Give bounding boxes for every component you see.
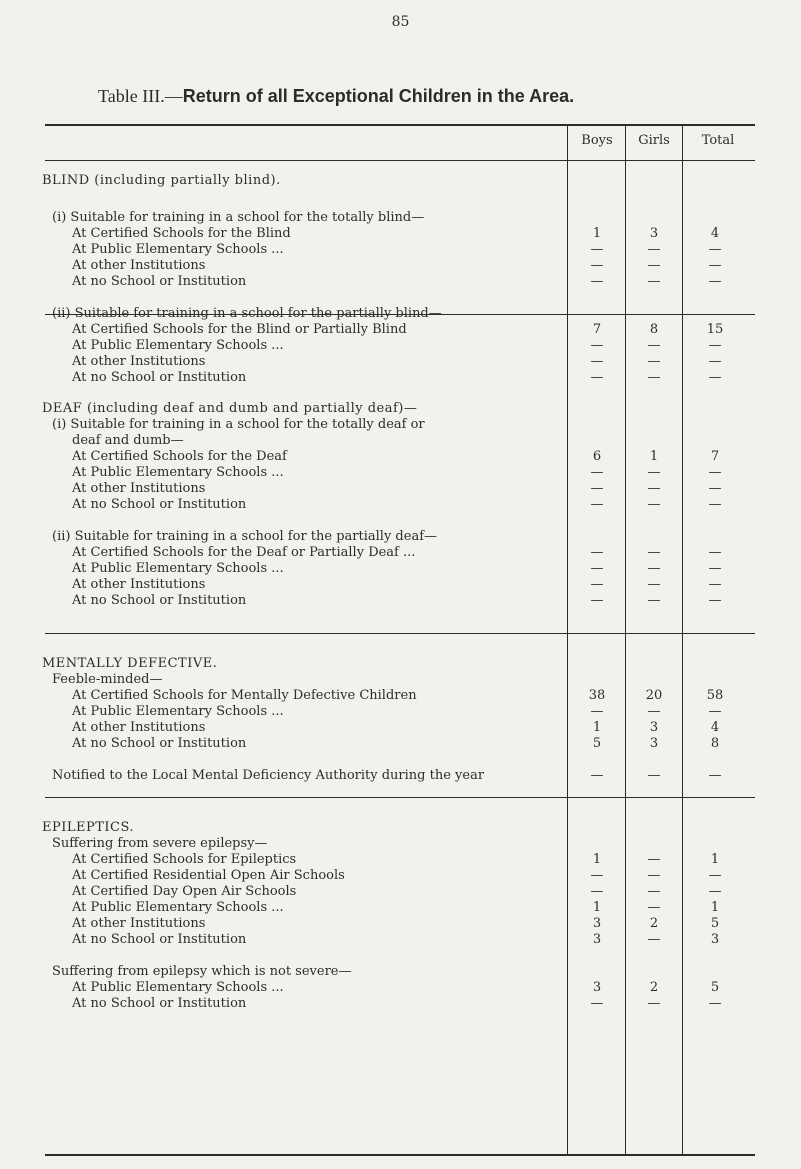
row-label: At no School or Institution	[72, 996, 250, 1012]
cell-total: 4	[710, 720, 720, 735]
row-label: At no School or Institution	[72, 274, 250, 290]
row-label: Notified to the Local Mental Deficiency Authority during the year	[52, 768, 488, 784]
table-row	[0, 529, 801, 545]
cell-girls: —	[647, 577, 661, 592]
table-row	[0, 370, 801, 386]
cell-boys: —	[590, 465, 604, 480]
cell-girls: 3	[649, 720, 659, 735]
cell-total: —	[708, 996, 722, 1011]
row-label: At Public Elementary Schools ...	[72, 900, 288, 916]
section-heading-row	[0, 401, 801, 417]
cell-boys: 1	[592, 720, 602, 735]
section-rule-deaf	[45, 633, 755, 634]
cell-girls: 2	[649, 980, 659, 995]
row-label: Feeble-minded—	[52, 672, 163, 687]
cell-boys: —	[590, 370, 604, 385]
cell-total: —	[708, 561, 722, 576]
table-row	[0, 768, 801, 784]
row-label: At Certified Schools for the Blind or Partially Blind	[72, 322, 411, 338]
cell-boys: —	[590, 884, 604, 899]
cell-boys: 3	[592, 980, 602, 995]
table-row	[0, 210, 801, 226]
cell-girls: —	[647, 242, 661, 257]
cell-total: 7	[710, 449, 720, 464]
cell-total: —	[708, 768, 722, 783]
cell-boys: —	[590, 593, 604, 608]
table-row	[0, 465, 801, 481]
cell-total: 8	[710, 736, 720, 751]
table-row	[0, 433, 801, 449]
cell-total: —	[708, 481, 722, 496]
row-label: At Public Elementary Schools ...	[72, 465, 288, 481]
cell-girls: 8	[649, 322, 659, 337]
cell-girls: —	[647, 868, 661, 883]
table-row	[0, 964, 801, 980]
cell-girls: —	[647, 884, 661, 899]
row-label: At Public Elementary Schools ...	[72, 242, 288, 258]
cell-boys: 1	[592, 226, 602, 241]
cell-girls: 3	[649, 736, 659, 751]
row-label: At Certified Schools for Mentally Defective Children	[72, 688, 421, 704]
row-label: MENTALLY DEFECTIVE.	[42, 656, 218, 671]
cell-total: —	[708, 242, 722, 257]
row-label: At other Institutions	[72, 916, 209, 932]
column-header-girls: Girls	[638, 133, 670, 148]
cell-girls: —	[647, 593, 661, 608]
table-row	[0, 916, 801, 932]
cell-total: —	[708, 338, 722, 353]
row-label: At Public Elementary Schools ...	[72, 561, 288, 577]
row-label: (i) Suitable for training in a school for the totally deaf or	[52, 417, 425, 432]
cell-boys: —	[590, 354, 604, 369]
cell-total: —	[708, 354, 722, 369]
row-label: EPILEPTICS.	[42, 820, 135, 835]
section-heading-row	[0, 173, 801, 189]
cell-girls: 20	[645, 688, 663, 703]
row-label: At Certified Schools for the Deaf	[72, 449, 291, 465]
cell-total: —	[708, 465, 722, 480]
table-row	[0, 688, 801, 704]
cell-boys: —	[590, 996, 604, 1011]
row-label: deaf and dumb—	[72, 433, 184, 448]
cell-total: 3	[710, 932, 720, 947]
cell-girls: —	[647, 545, 661, 560]
row-label: (ii) Suitable for training in a school for the partially deaf—	[52, 529, 438, 544]
row-label: At other Institutions	[72, 258, 209, 274]
cell-boys: —	[590, 561, 604, 576]
cell-boys: —	[590, 497, 604, 512]
cell-boys: —	[590, 481, 604, 496]
cell-total: —	[708, 577, 722, 592]
table-row	[0, 561, 801, 577]
cell-total: —	[708, 497, 722, 512]
row-label: At Certified Day Open Air Schools	[72, 884, 300, 900]
row-label: DEAF (including deaf and dumb and partially deaf)—	[42, 401, 418, 416]
table-row	[0, 354, 801, 370]
column-header-total: Total	[701, 133, 735, 148]
table-row	[0, 258, 801, 274]
row-label: At Certified Schools for the Blind	[72, 226, 295, 242]
table-row	[0, 836, 801, 852]
cell-boys: 3	[592, 916, 602, 931]
cell-boys: —	[590, 704, 604, 719]
table-row	[0, 996, 801, 1012]
cell-girls: —	[647, 338, 661, 353]
row-label: (i) Suitable for training in a school for the totally blind—	[52, 210, 425, 225]
table-row	[0, 720, 801, 736]
cell-girls: —	[647, 370, 661, 385]
cell-total: —	[708, 274, 722, 289]
table-row	[0, 481, 801, 497]
section-heading-row	[0, 656, 801, 672]
cell-total: —	[708, 370, 722, 385]
row-label: At other Institutions	[72, 720, 209, 736]
table-row	[0, 497, 801, 513]
row-label: At no School or Institution	[72, 497, 250, 513]
row-label: At Certified Schools for Epileptics	[72, 852, 300, 868]
table-row	[0, 884, 801, 900]
row-label: Suffering from epilepsy which is not severe—	[52, 964, 352, 979]
cell-boys: 1	[592, 900, 602, 915]
table-row	[0, 704, 801, 720]
table-row	[0, 577, 801, 593]
cell-boys: —	[590, 545, 604, 560]
table-row	[0, 980, 801, 996]
cell-boys: 6	[592, 449, 602, 464]
row-label: At no School or Institution	[72, 736, 250, 752]
table-row	[0, 226, 801, 242]
table-row	[0, 306, 801, 322]
cell-girls: 1	[649, 449, 659, 464]
section-heading-row	[0, 820, 801, 836]
table-row	[0, 417, 801, 433]
page-number: 85	[391, 14, 410, 30]
table-row	[0, 932, 801, 948]
cell-boys: 38	[588, 688, 606, 703]
cell-girls: —	[647, 996, 661, 1011]
cell-girls: —	[647, 354, 661, 369]
cell-total: 15	[706, 322, 724, 337]
table-title-main: Return of all Exceptional Children in the Area.	[182, 86, 575, 106]
cell-total: 5	[710, 916, 720, 931]
cell-boys: —	[590, 274, 604, 289]
cell-total: —	[708, 704, 722, 719]
table-row	[0, 242, 801, 258]
cell-total: 1	[710, 900, 720, 915]
header-rule	[45, 160, 755, 161]
cell-boys: —	[590, 768, 604, 783]
cell-girls: —	[647, 852, 661, 867]
cell-boys: —	[590, 258, 604, 273]
cell-girls: —	[647, 704, 661, 719]
cell-total: —	[708, 258, 722, 273]
table-row	[0, 672, 801, 688]
table-row	[0, 322, 801, 338]
cell-total: —	[708, 593, 722, 608]
cell-total: 1	[710, 852, 720, 867]
cell-girls: —	[647, 274, 661, 289]
table-row	[0, 900, 801, 916]
row-label: At Certified Schools for the Deaf or Partially Deaf ...	[72, 545, 419, 561]
row-label: At Public Elementary Schools ...	[72, 338, 288, 354]
table-row	[0, 274, 801, 290]
column-header-boys: Boys	[581, 133, 613, 148]
table-title-lead: Table III.—	[98, 86, 183, 106]
table-top-rule	[45, 124, 755, 126]
cell-total: —	[708, 884, 722, 899]
cell-total: —	[708, 868, 722, 883]
cell-boys: —	[590, 577, 604, 592]
cell-boys: —	[590, 242, 604, 257]
row-label: At no School or Institution	[72, 370, 250, 386]
row-label: At other Institutions	[72, 577, 209, 593]
row-label: BLIND (including partially blind).	[42, 173, 281, 188]
table-title	[98, 86, 574, 107]
table-bottom-rule	[45, 1154, 755, 1156]
table-row	[0, 545, 801, 561]
cell-girls: 3	[649, 226, 659, 241]
cell-total: 5	[710, 980, 720, 995]
row-label: At other Institutions	[72, 354, 209, 370]
row-label: (ii) Suitable for training in a school for the partially blind—	[52, 306, 442, 321]
row-label: At Public Elementary Schools ...	[72, 980, 288, 996]
cell-girls: —	[647, 900, 661, 915]
cell-total: 58	[706, 688, 724, 703]
cell-girls: —	[647, 497, 661, 512]
cell-boys: 5	[592, 736, 602, 751]
cell-girls: —	[647, 481, 661, 496]
cell-girls: —	[647, 258, 661, 273]
cell-boys: —	[590, 868, 604, 883]
row-label: At no School or Institution	[72, 932, 250, 948]
cell-boys: 1	[592, 852, 602, 867]
row-label: At no School or Institution	[72, 593, 250, 609]
row-label: At Certified Residential Open Air Schools	[72, 868, 349, 884]
table-row	[0, 736, 801, 752]
cell-girls: —	[647, 561, 661, 576]
section-rule-mental	[45, 797, 755, 798]
cell-boys: 3	[592, 932, 602, 947]
cell-girls: 2	[649, 916, 659, 931]
row-label: Suffering from severe epilepsy—	[52, 836, 268, 851]
cell-girls: —	[647, 465, 661, 480]
cell-girls: —	[647, 932, 661, 947]
row-label: At Public Elementary Schools ...	[72, 704, 288, 720]
cell-girls: —	[647, 768, 661, 783]
cell-total: —	[708, 545, 722, 560]
table-row	[0, 852, 801, 868]
row-label: At other Institutions	[72, 481, 209, 497]
cell-total: 4	[710, 226, 720, 241]
cell-boys: —	[590, 338, 604, 353]
table-row	[0, 593, 801, 609]
table-row	[0, 868, 801, 884]
table-row	[0, 338, 801, 354]
table-row	[0, 449, 801, 465]
cell-boys: 7	[592, 322, 602, 337]
